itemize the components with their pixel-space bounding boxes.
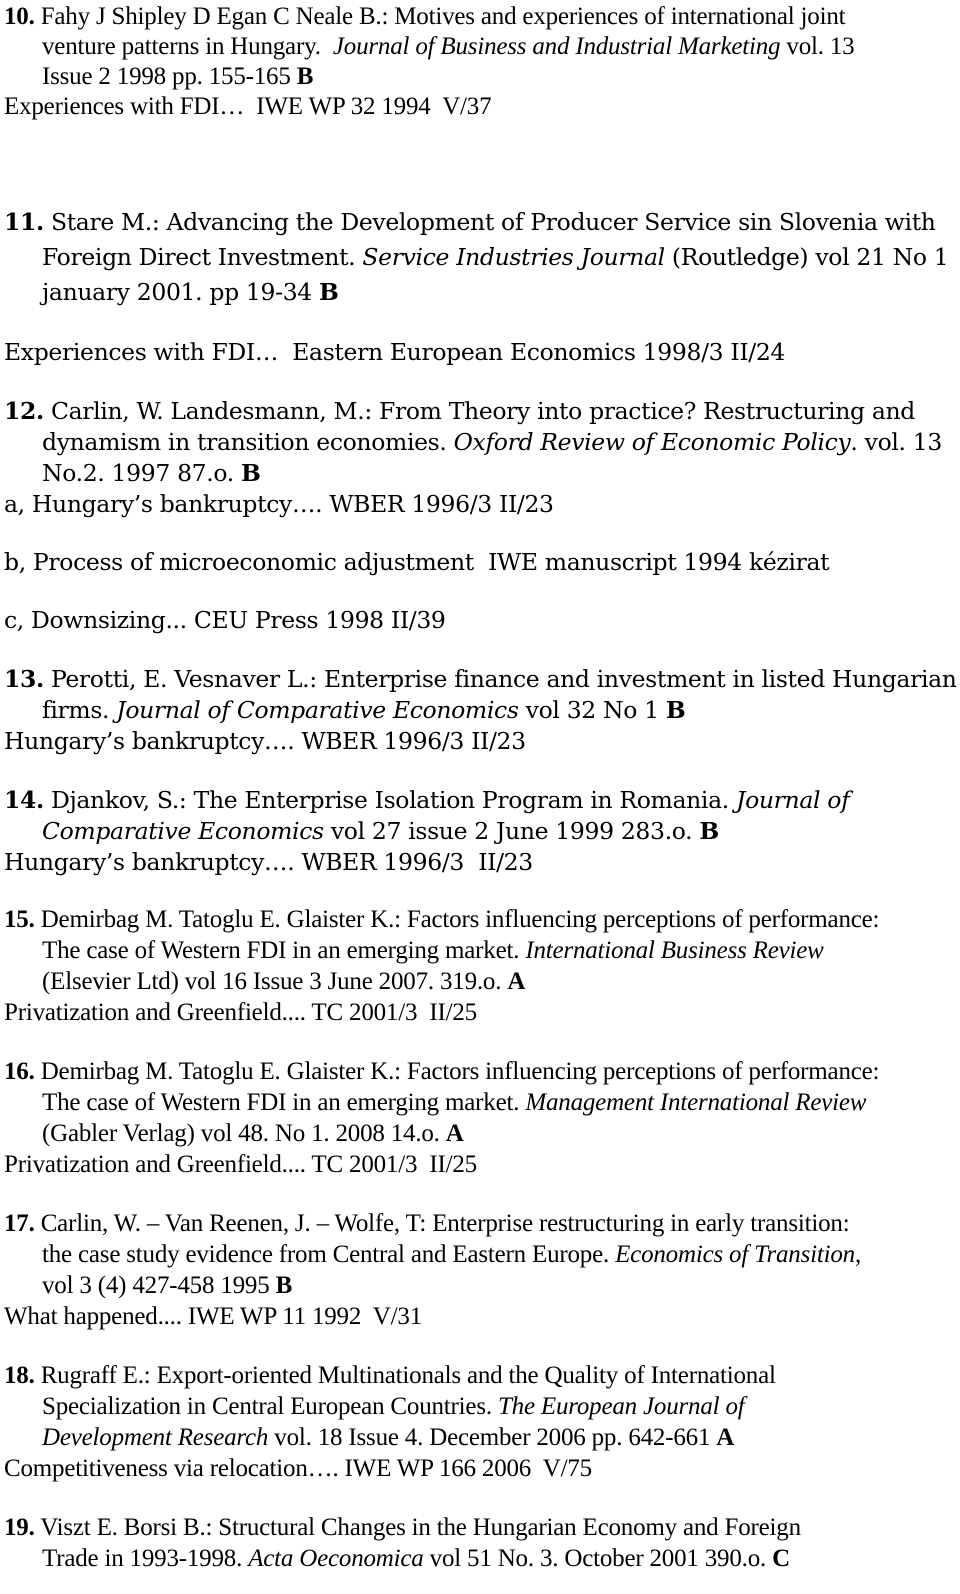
reference-line [4,2,845,32]
reference-line [4,847,533,877]
reference-line [4,1209,849,1239]
bold-text: C [772,1545,790,1572]
text-segment: Stare M.: Advancing the Development of Producer Service sin Slovenia with [43,208,936,236]
text-segment: a, Hungary’s bankruptcy…. WBER 1996/3 II/23 [4,490,554,518]
bold-text: B [319,278,339,306]
text-segment: . vol. 13 [850,428,942,456]
reference-line [42,1423,734,1453]
bold-text: 16. [4,1058,35,1085]
journal-title: International Business Review [525,937,824,964]
text-segment: Hungary’s bankruptcy…. WBER 1996/3 II/23 [4,727,526,755]
bold-text: 12. [4,397,44,425]
journal-title: Service Industries Journal [362,243,665,271]
text-segment: Competitiveness via relocation…. IWE WP 166 2006 V/75 [4,1455,592,1482]
journal-title: Comparative Economics [42,817,324,845]
reference-line [42,1392,745,1422]
text-segment: (Elsevier Ltd) vol 16 Issue 3 June 2007. 319.o. [42,968,508,995]
text-segment: Djankov, S.: The Enterprise Isolation Program in Romania. [43,786,736,814]
bold-text: A [716,1424,735,1451]
reference-line [4,785,849,815]
journal-title: The European Journal of [497,1393,745,1420]
reference-line [4,1150,477,1180]
reference-line [42,936,824,966]
reference-line [42,458,261,488]
reference-line [42,695,685,725]
journal-title: Journal of Business and Industrial Marketing [332,33,781,60]
text-segment: Rugraff E.: Export-oriented Multinationals and the Quality of International [34,1362,776,1389]
reference-line [4,547,829,577]
reference-line [42,62,313,92]
reference-line [4,1454,592,1484]
bold-text: 17. [4,1210,35,1237]
text-segment: vol. 18 Issue 4. December 2006 pp. 642-661 [268,1424,717,1451]
reference-line [4,1361,776,1391]
text-segment: Hungary’s bankruptcy…. WBER 1996/3 II/23 [4,848,533,876]
text-segment: dynamism in transition economies. [42,428,454,456]
text-segment: Privatization and Greenfield.... TC 2001/3 II/25 [4,1151,477,1178]
journal-title: Oxford Review of Economic Policy [453,428,851,456]
text-segment: (Routledge) vol 21 No 1 [664,243,949,271]
text-segment: firms. [42,696,117,724]
text-segment: The case of Western FDI in an emerging market. [42,937,526,964]
reference-line [4,207,936,237]
reference-line [42,427,942,457]
bold-text: 18. [4,1362,35,1389]
bold-text: B [241,459,261,487]
bold-text: A [445,1120,464,1147]
text-segment: Privatization and Greenfield.... TC 2001/3 II/25 [4,999,477,1026]
reference-line [4,1302,422,1332]
journal-title: Economics of Transition [615,1241,855,1268]
text-segment: vol 27 issue 2 June 1999 283.o. [323,817,700,845]
text-segment: vol 51 No. 3. October 2001 390.o. [423,1545,773,1572]
text-segment: Experiences with FDI… Eastern European Economics 1998/3 II/24 [4,338,786,366]
journal-title: Development Research [42,1424,269,1451]
reference-line [4,998,477,1028]
journal-title: Journal of Comparative Economics [116,696,519,724]
journal-title: Acta Oeconomica [248,1545,424,1572]
bold-text: B [665,696,686,724]
text-segment: (Gabler Verlag) vol 48. No 1. 2008 14.o. [42,1120,446,1147]
reference-line [42,967,525,997]
bold-text: 19. [4,1514,35,1541]
text-segment: , [854,1241,862,1268]
text-segment: Trade in 1993-1998. [42,1545,249,1572]
reference-line [4,1513,801,1543]
text-segment: Experiences with FDI… IWE WP 32 1994 V/37 [4,93,492,120]
bold-text: B [699,817,719,845]
reference-line [42,1271,292,1301]
text-segment: Foreign Direct Investment. [42,243,363,271]
text-segment: venture patterns in Hungary. [42,33,333,60]
bold-text: 11. [4,208,44,236]
reference-line [4,489,554,519]
bold-text: B [275,1272,293,1299]
text-segment: Specialization in Central European Countries. [42,1393,498,1420]
reference-line [4,605,446,635]
text-segment: Demirbag M. Tatoglu E. Glaister K.: Factors influencing perceptions of performance: [34,1058,880,1085]
text-segment: No.2. 1997 87.o. [42,459,242,487]
reference-line [4,1057,879,1087]
reference-line [42,32,854,62]
reference-line [42,1544,790,1574]
journal-title: Journal of [736,786,850,814]
reference-line [4,664,957,694]
text-segment: vol. 13 [780,33,855,60]
bold-text: 15. [4,906,35,933]
reference-line [42,242,948,272]
text-segment: Fahy J Shipley D Egan C Neale B.: Motives and experiences of international joint [34,3,846,30]
text-segment: b, Process of microeconomic adjustment IWE manuscript 1994 kézirat [4,548,830,576]
text-segment: c, Downsizing... CEU Press 1998 II/39 [4,606,446,634]
text-segment: the case study evidence from Central and Eastern Europe. [42,1241,616,1268]
text-segment: Viszt E. Borsi B.: Structural Changes in the Hungarian Economy and Foreign [34,1514,801,1541]
text-segment: Demirbag M. Tatoglu E. Glaister K.: Factors influencing perceptions of performance: [34,906,880,933]
reference-line [4,726,526,756]
bold-text: 10. [4,3,35,30]
journal-title: Management International Review [525,1089,867,1116]
bold-text: 14. [4,786,44,814]
reference-line [42,1088,866,1118]
text-segment: Issue 2 1998 pp. 155-165 [42,63,297,90]
reference-line [4,396,915,426]
reference-line [42,816,719,846]
text-segment: Carlin, W. – Van Reenen, J. – Wolfe, T: Enterprise restructuring in early transition: [34,1210,850,1237]
bold-text: A [507,968,526,995]
reference-line [42,1240,861,1270]
text-segment: vol 3 (4) 427-458 1995 [42,1272,276,1299]
text-segment: vol 32 No 1 [518,696,666,724]
reference-line [4,92,491,122]
reference-line [4,905,879,935]
reference-line [42,1119,464,1149]
reference-line [4,337,785,367]
text-segment: The case of Western FDI in an emerging market. [42,1089,526,1116]
text-segment: Carlin, W. Landesmann, M.: From Theory into practice? Restructuring and [43,397,915,425]
bold-text: 13. [4,665,44,693]
text-segment: What happened.... IWE WP 11 1992 V/31 [4,1303,423,1330]
text-segment: Perotti, E. Vesnaver L.: Enterprise finance and investment in listed Hungarian [43,665,957,693]
text-segment: january 2001. pp 19-34 [42,278,320,306]
reference-line [42,277,339,307]
bold-text: B [296,63,314,90]
